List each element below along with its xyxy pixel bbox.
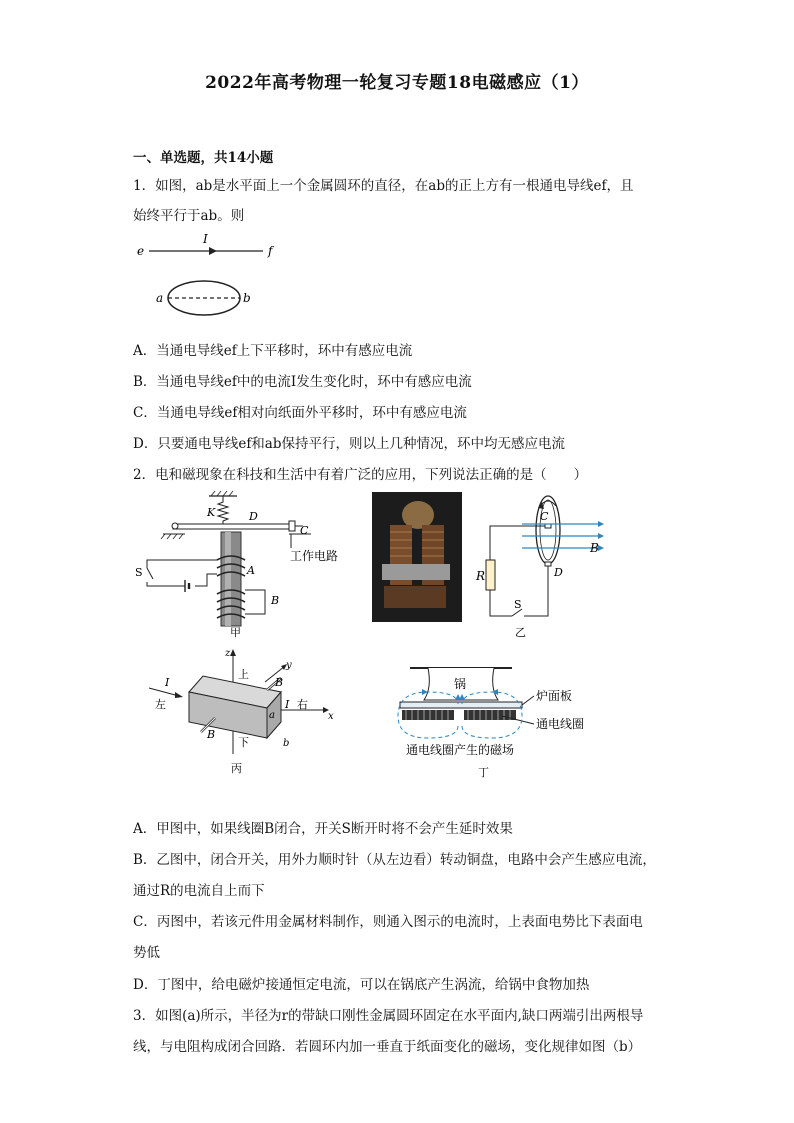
label-C: C [540,510,549,523]
label-A: A [247,564,255,577]
label-S: S [514,598,522,611]
label-B-lower: B [207,728,216,741]
caption-yi: 乙 [515,626,526,639]
label-f: f [268,244,273,258]
label-B: B [271,594,280,607]
label-D: D [249,510,258,523]
q2-option-d: D．丁图中，给电磁炉接通恒定电流，可以在锅底产生涡流，给锅中食物加热 [133,977,590,993]
q2-option-a: A．甲图中，如果线圈B闭合，开关S断开时将不会产生延时效果 [133,821,513,837]
label-pot: 锅 [454,677,467,691]
label-b: b [283,738,290,749]
q1-option-a: A．当通电导线ef上下平移时，环中有感应电流 [133,343,413,359]
page-title: 2022年高考物理一轮复习专题18电磁感应（1） [205,73,589,93]
label-down: 下 [238,736,249,749]
label-I: I [203,232,208,246]
label-D: D [554,566,563,579]
label-B: B [590,541,599,555]
q2-option-b-cont: 通过R的电流自上而下 [133,883,265,899]
q1-option-c: C．当通电导线ef相对向纸面外平移时，环中有感应电流 [133,405,467,421]
label-up: 上 [238,668,249,681]
q2-option-b: B．乙图中，闭合开关，用外力顺时针（从左边看）转动铜盘，电路中会产生感应电流， [133,852,656,868]
q1-figure [135,230,295,325]
label-C: C [300,524,309,537]
q2-option-c-cont: 势低 [133,945,160,961]
q3-stem-line2: 线，与电阻构成闭合回路．若圆环内加一垂直于纸面变化的磁场，变化规律如图（b） [133,1039,642,1055]
label-e: e [137,244,145,258]
label-z: z [225,648,231,659]
label-a: a [156,291,164,305]
label-a: a [269,710,275,721]
label-R: R [476,569,486,583]
label-right: 右 [297,698,308,711]
label-left: 左 [155,698,166,711]
q2-figure-yi [372,490,612,640]
label-y: y [286,660,292,671]
q3-stem-line1: 3．如图(a)所示，半径为r的带缺口刚性金属圆环固定在水平面内,缺口两端引出两根导 [133,1008,644,1024]
caption-bing: 丙 [231,762,242,775]
q1-stem-line1: 1．如图，ab是水平面上一个金属圆环的直径，在ab的正上方有一根通电导线ef，且 [133,178,634,194]
q2-figure-jia [133,490,353,640]
q2-figure-bing [145,646,335,776]
caption-ding: 丁 [478,766,489,779]
label-S: S [135,566,143,579]
label-x: x [328,711,334,722]
label-plate: 炉面板 [536,689,573,703]
label-field: 通电线圈产生的磁场 [406,743,515,757]
q1-option-b: B．当通电导线ef中的电流I发生变化时，环中有感应电流 [133,374,472,390]
label-b: b [243,291,251,305]
label-coil: 通电线圈 [536,717,585,731]
section-heading: 一、单选题，共14小题 [133,150,274,166]
label-work-circuit: 工作电路 [290,549,339,563]
caption-jia: 甲 [230,626,241,639]
label-I-left: I [165,676,170,689]
q1-stem-line2: 始终平行于ab。则 [133,208,245,224]
label-B-upper: B [275,676,284,689]
label-I-right: I [285,698,290,711]
q1-option-d: D．只要通电导线ef和ab保持平行，则以上几种情况，环中均无感应电流 [133,436,565,452]
label-K: K [207,506,216,519]
q2-stem: 2．电和磁现象在科技和生活中有着广泛的应用，下列说法正确的是（ ） [133,467,588,483]
q2-option-c: C．丙图中，若该元件用金属材料制作，则通入图示的电流时，上表面电势比下表面电 [133,914,643,930]
q2-figure-ding [392,660,612,780]
